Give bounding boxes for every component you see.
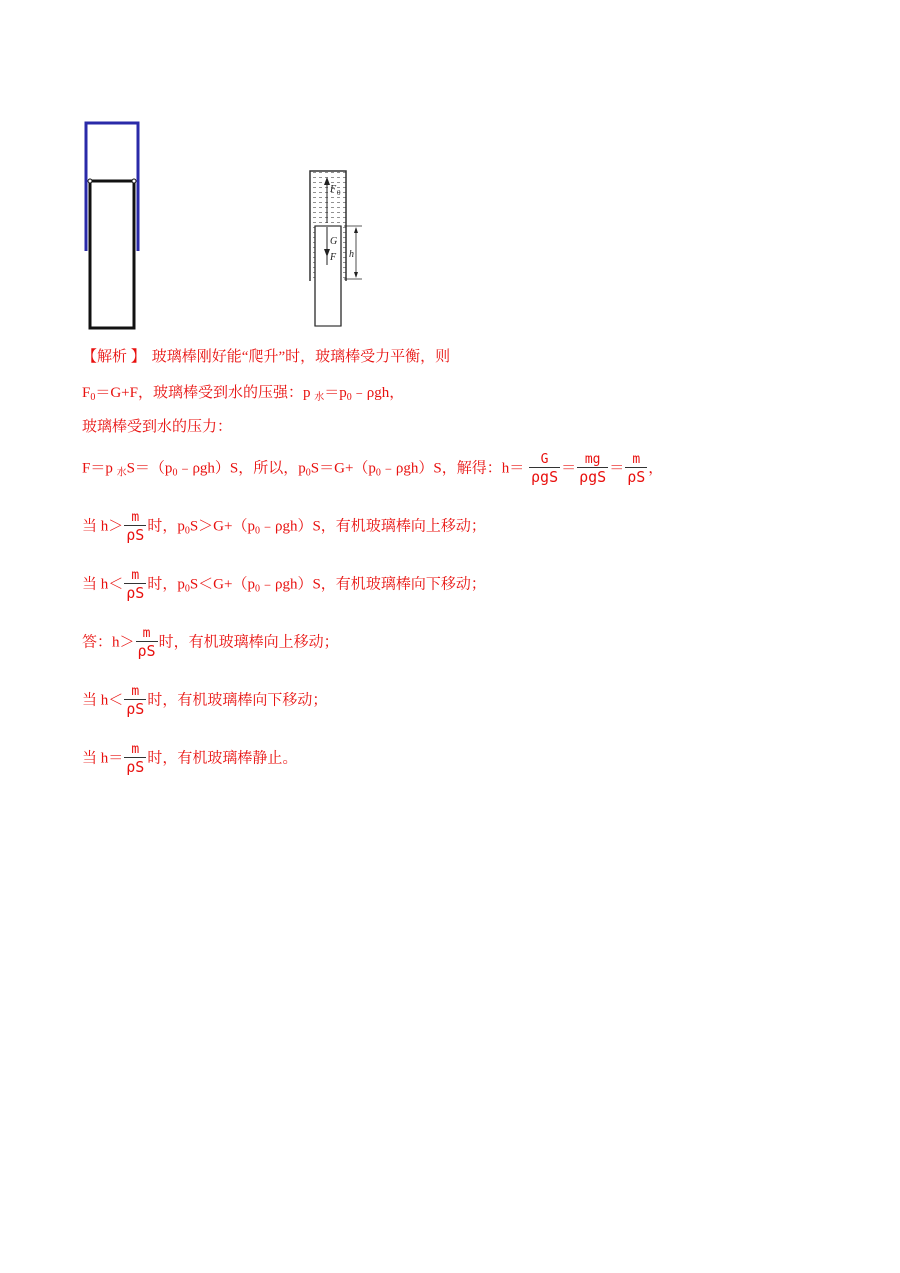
fraction-m-over-rhos: $\frac{m}{\rho S}$ — [627, 452, 646, 486]
blue-tube — [86, 123, 138, 251]
fraction-m-over-rhos: $\frac{m}{\rho S}$ — [126, 742, 145, 776]
line-analysis-heading: 【解析 】 玻璃棒刚好能“爬升”时，玻璃棒受力平衡，则 — [82, 349, 451, 365]
line-case-greater: 当 h＞ $\frac{m}{\rho S}$ 时，$p_0S>G+(p_0﹣\rho gh)S$，有机玻璃棒向上移动； — [82, 510, 486, 544]
line-answer-still: 当 h＝ $\frac{m}{\rho S}$ 时，有机玻璃棒静止。 — [82, 742, 298, 776]
line-answer-down: 当 h＜ $\frac{m}{\rho S}$ 时，有机玻璃棒向下移动； — [82, 684, 328, 718]
figure-force-diagram — [300, 165, 370, 330]
label-g: G — [330, 236, 338, 247]
analysis-bracket-open: 【解析 — [82, 349, 128, 365]
fraction-m-over-rhos: $\frac{m}{\rho S}$ — [137, 626, 156, 660]
fraction-mg-over-rhogs: $\frac{mg}{\text{ρgS}}$ — [579, 452, 607, 486]
fraction-m-over-rhos: $\frac{m}{\rho S}$ — [126, 510, 145, 544]
fraction-m-over-rhos: $\frac{m}{\rho S}$ — [126, 684, 145, 718]
line-solve-h: F＝p $_水S=(p_0﹣\rho gh)S$，所以，$p_0S=G+(p_0﹣\rho gh)S$，解得：h＝ $\frac{G}{\text{ρgS}}$ ＝ $\frac{mg}{\text{ρgS}}$ ＝ $\frac{m}{\rho S}$ ， — [82, 452, 664, 486]
svg-text:0: 0 — [337, 189, 341, 197]
label-f: F — [330, 252, 337, 263]
line-pressure-force: 玻璃棒受到水的压力： — [82, 419, 233, 435]
label-f0: F — [330, 184, 337, 195]
line-case-less: 当 h＜ $\frac{m}{\rho S}$ 时，$p_0S<G+(p_0﹣\rho gh)S$，有机玻璃棒向下移动； — [82, 568, 486, 602]
label-h: h — [349, 249, 354, 260]
line-answer-up: 答：h＞ $\frac{m}{\rho S}$ 时，有机玻璃棒向上移动； — [82, 626, 339, 660]
fraction-m-over-rhos: $\frac{m}{\rho S}$ — [126, 568, 145, 602]
line-pressure: $F_0=G+F$，玻璃棒受到水的压强：p $_水=p_0﹣\rho gh$， — [82, 385, 405, 403]
figure-tube-and-rod — [80, 118, 145, 333]
fraction-g-over-rhogs: $\frac{G}{\text{ρgS}}$ — [531, 452, 559, 486]
glass-rod — [90, 181, 134, 328]
